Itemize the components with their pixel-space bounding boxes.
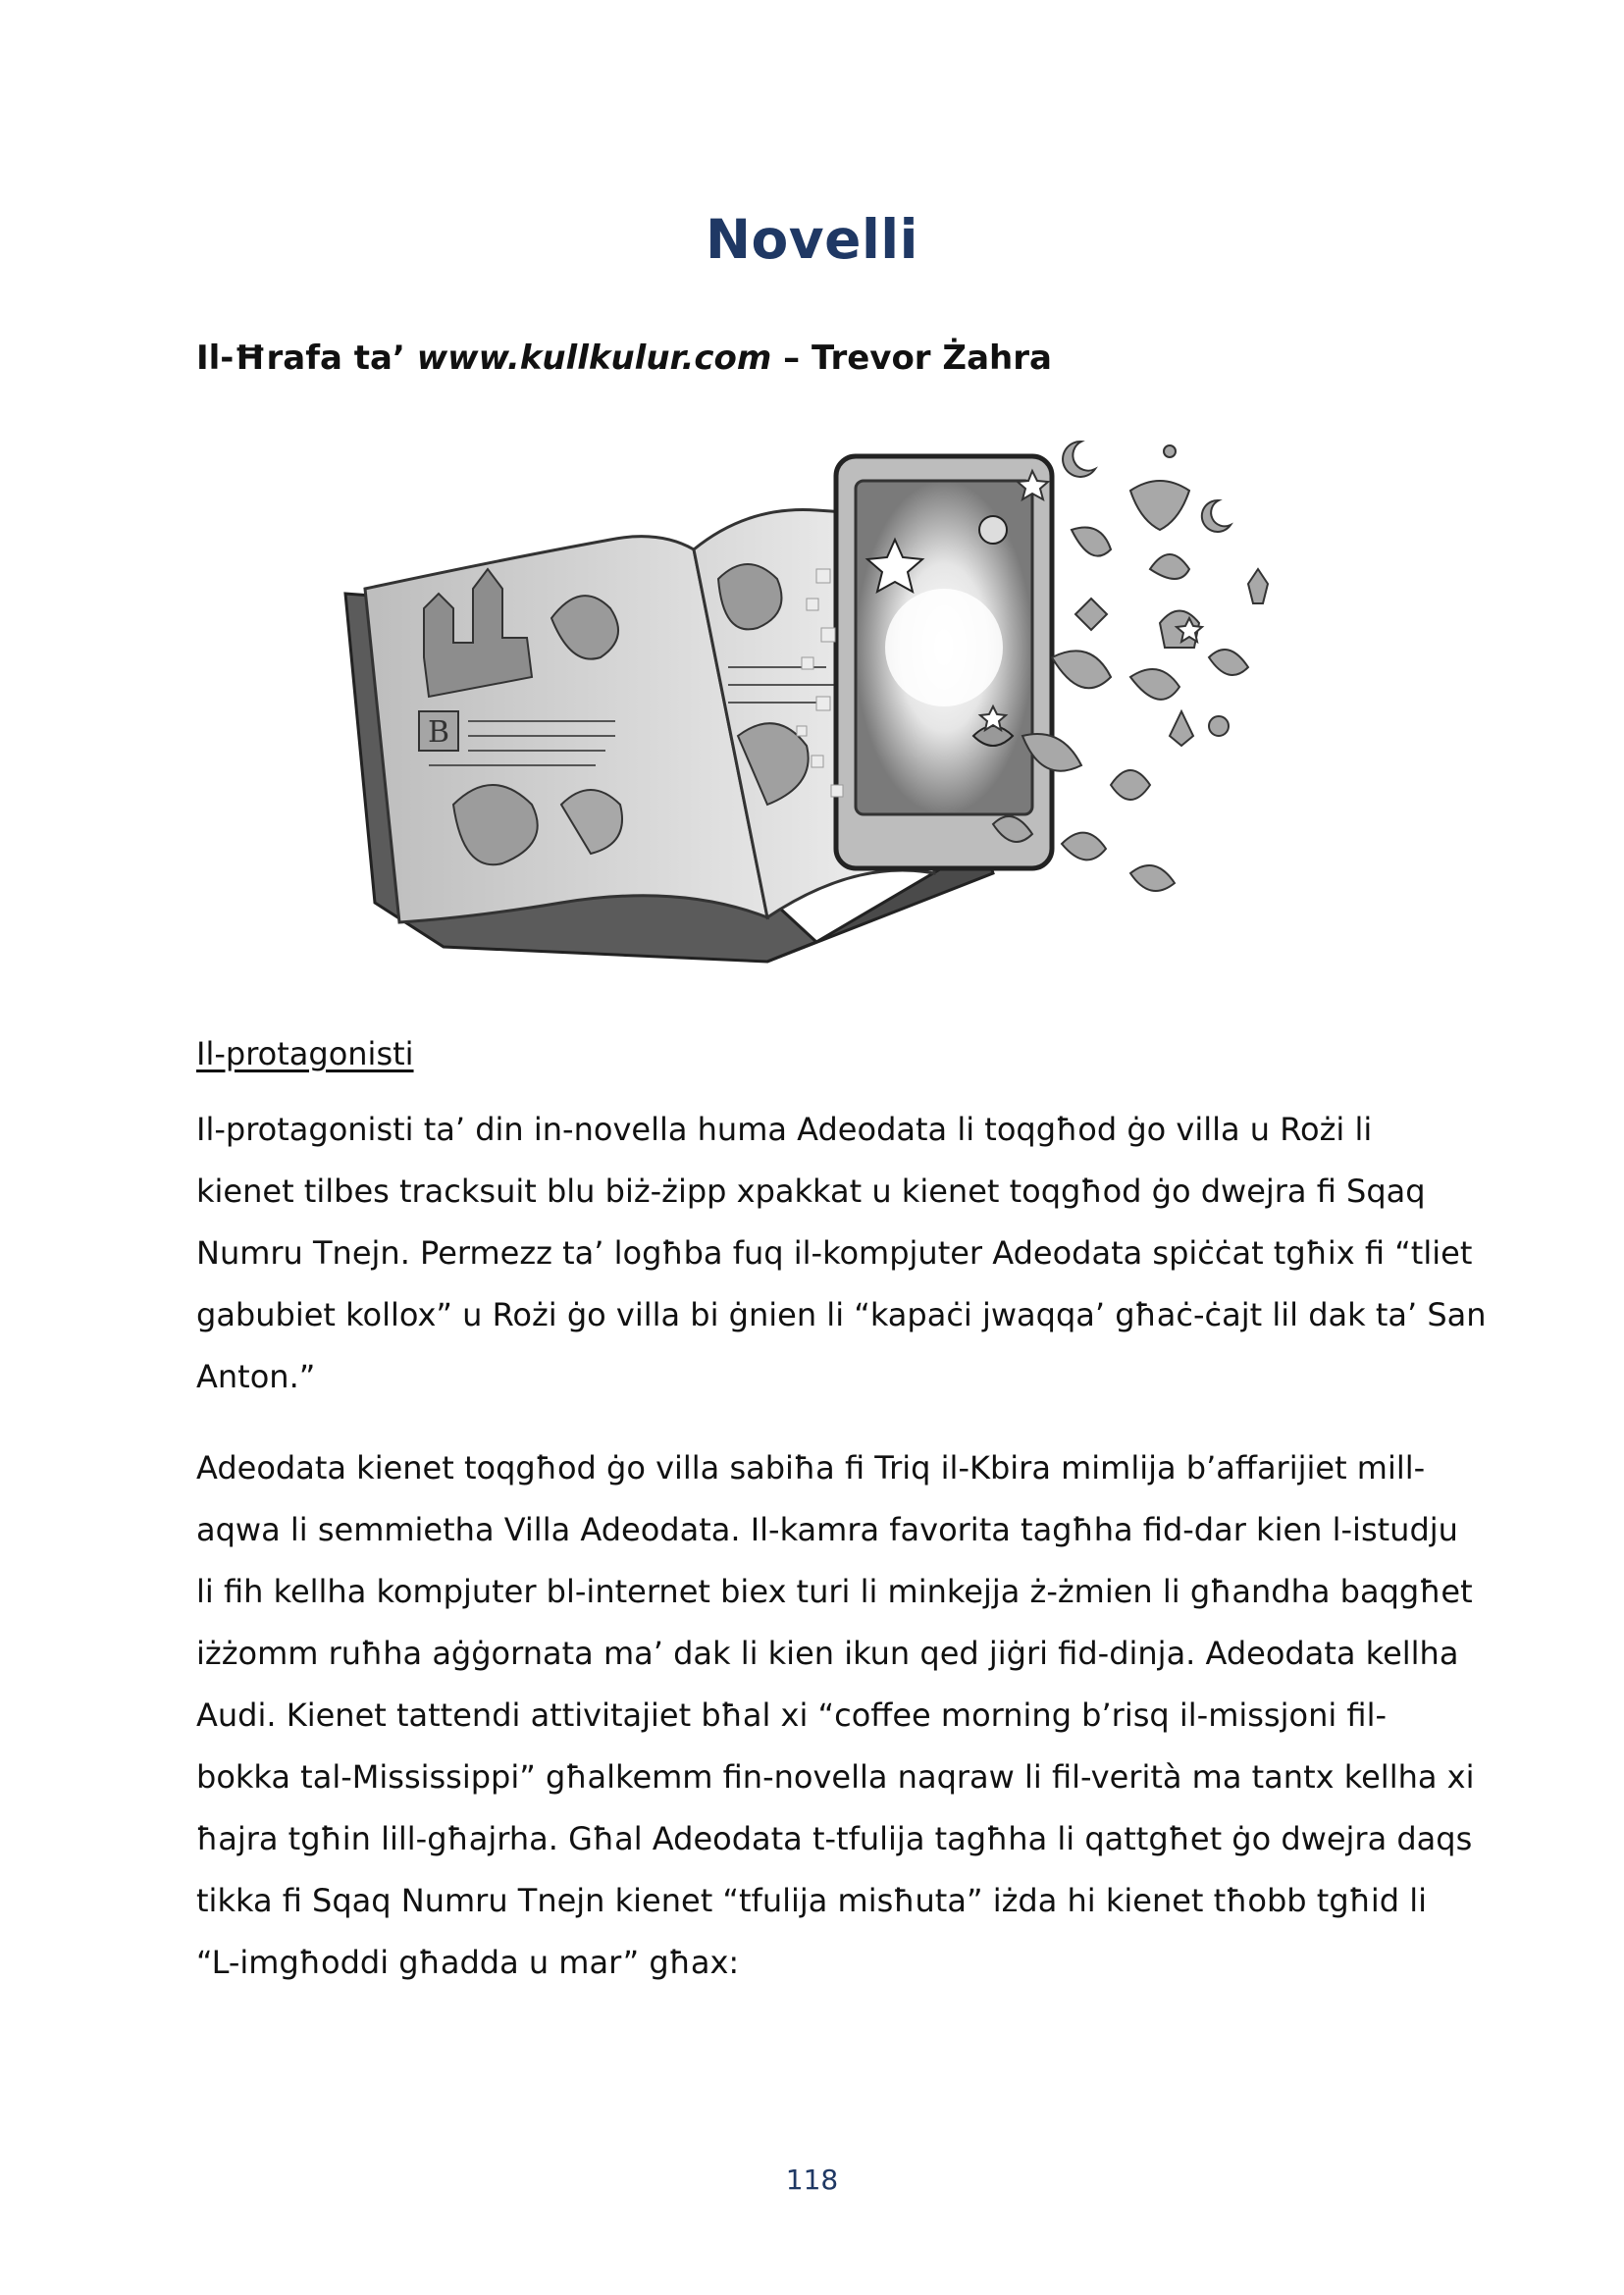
paragraph-line: iżżomm ruħha aġġornata ma’ dak li kien ikun qed jiġri fid-dinja. Adeodata kellha — [196, 1635, 1459, 1672]
paragraph-line: bokka tal-Mississippi” għalkemm fin-novella naqraw li fil-verità ma tantx kellha xi — [196, 1758, 1475, 1796]
paragraph-line: Audi. Kienet tattendi attivitajiet bħal xi “coffee morning b’risq il-missjoni fil- — [196, 1696, 1387, 1734]
paragraph-line: “L-imgħoddi għadda u mar” għax: — [196, 1944, 740, 1981]
paragraph-line: li fih kellha kompjuter bl-internet biex turi li minkejja ż-żmien li għandha baqgħet — [196, 1573, 1473, 1610]
page-number: 118 — [785, 2164, 839, 2196]
paragraph-line: Anton.” — [196, 1358, 316, 1395]
story-heading-prefix: Il-Ħrafa ta’ — [196, 339, 417, 378]
paragraph-line: ħajra tgħin lill-għajrha. Għal Adeodata t-tfulija tagħha li qattgħet ġo dwejra daqs — [196, 1820, 1473, 1857]
svg-text:B: B — [428, 715, 450, 750]
paragraph-line: Adeodata kienet toqgħod ġo villa sabiħa fi Triq il-Kbira mimlija b’affarijiet mill- — [196, 1449, 1426, 1487]
paragraph-2 — [196, 1437, 1475, 1994]
story-heading — [196, 339, 1052, 378]
paragraph-line: kienet tilbes tracksuit blu biż-żipp xpakkat u kienet toqgħod ġo dwejra fi Sqaq — [196, 1173, 1426, 1210]
story-heading-author: – Trevor Żahra — [771, 339, 1052, 378]
page-title: Novelli — [705, 208, 919, 271]
paragraph-line: Il-protagonisti ta’ din in-novella huma Adeodata li toqgħod ġo villa u Rożi li — [196, 1111, 1373, 1148]
paragraph-line: gabubiet kollox” u Rożi ġo villa bi ġnien li “kapaċi jwaqqa’ għaċ-ċajt lil dak ta’ San — [196, 1296, 1487, 1333]
story-heading-website: www.kullkulur.com — [416, 339, 772, 378]
paragraph-line: tikka fi Sqaq Numru Tnejn kienet “tfulija misħuta” iżda hi kienet tħobb tgħid li — [196, 1882, 1428, 1919]
paragraph-line: Numru Tnejn. Permezz ta’ logħba fuq il-kompjuter Adeodata spiċċat tgħix fi “tliet — [196, 1234, 1473, 1272]
section-label: Il-protagonisti — [196, 1035, 414, 1072]
paragraph-1 — [196, 1099, 1487, 1408]
paragraph-line: aqwa li semmietha Villa Adeodata. Il-kamra favorita tagħha fid-dar kien l-istudju — [196, 1511, 1458, 1548]
book-illustration — [306, 412, 1327, 981]
